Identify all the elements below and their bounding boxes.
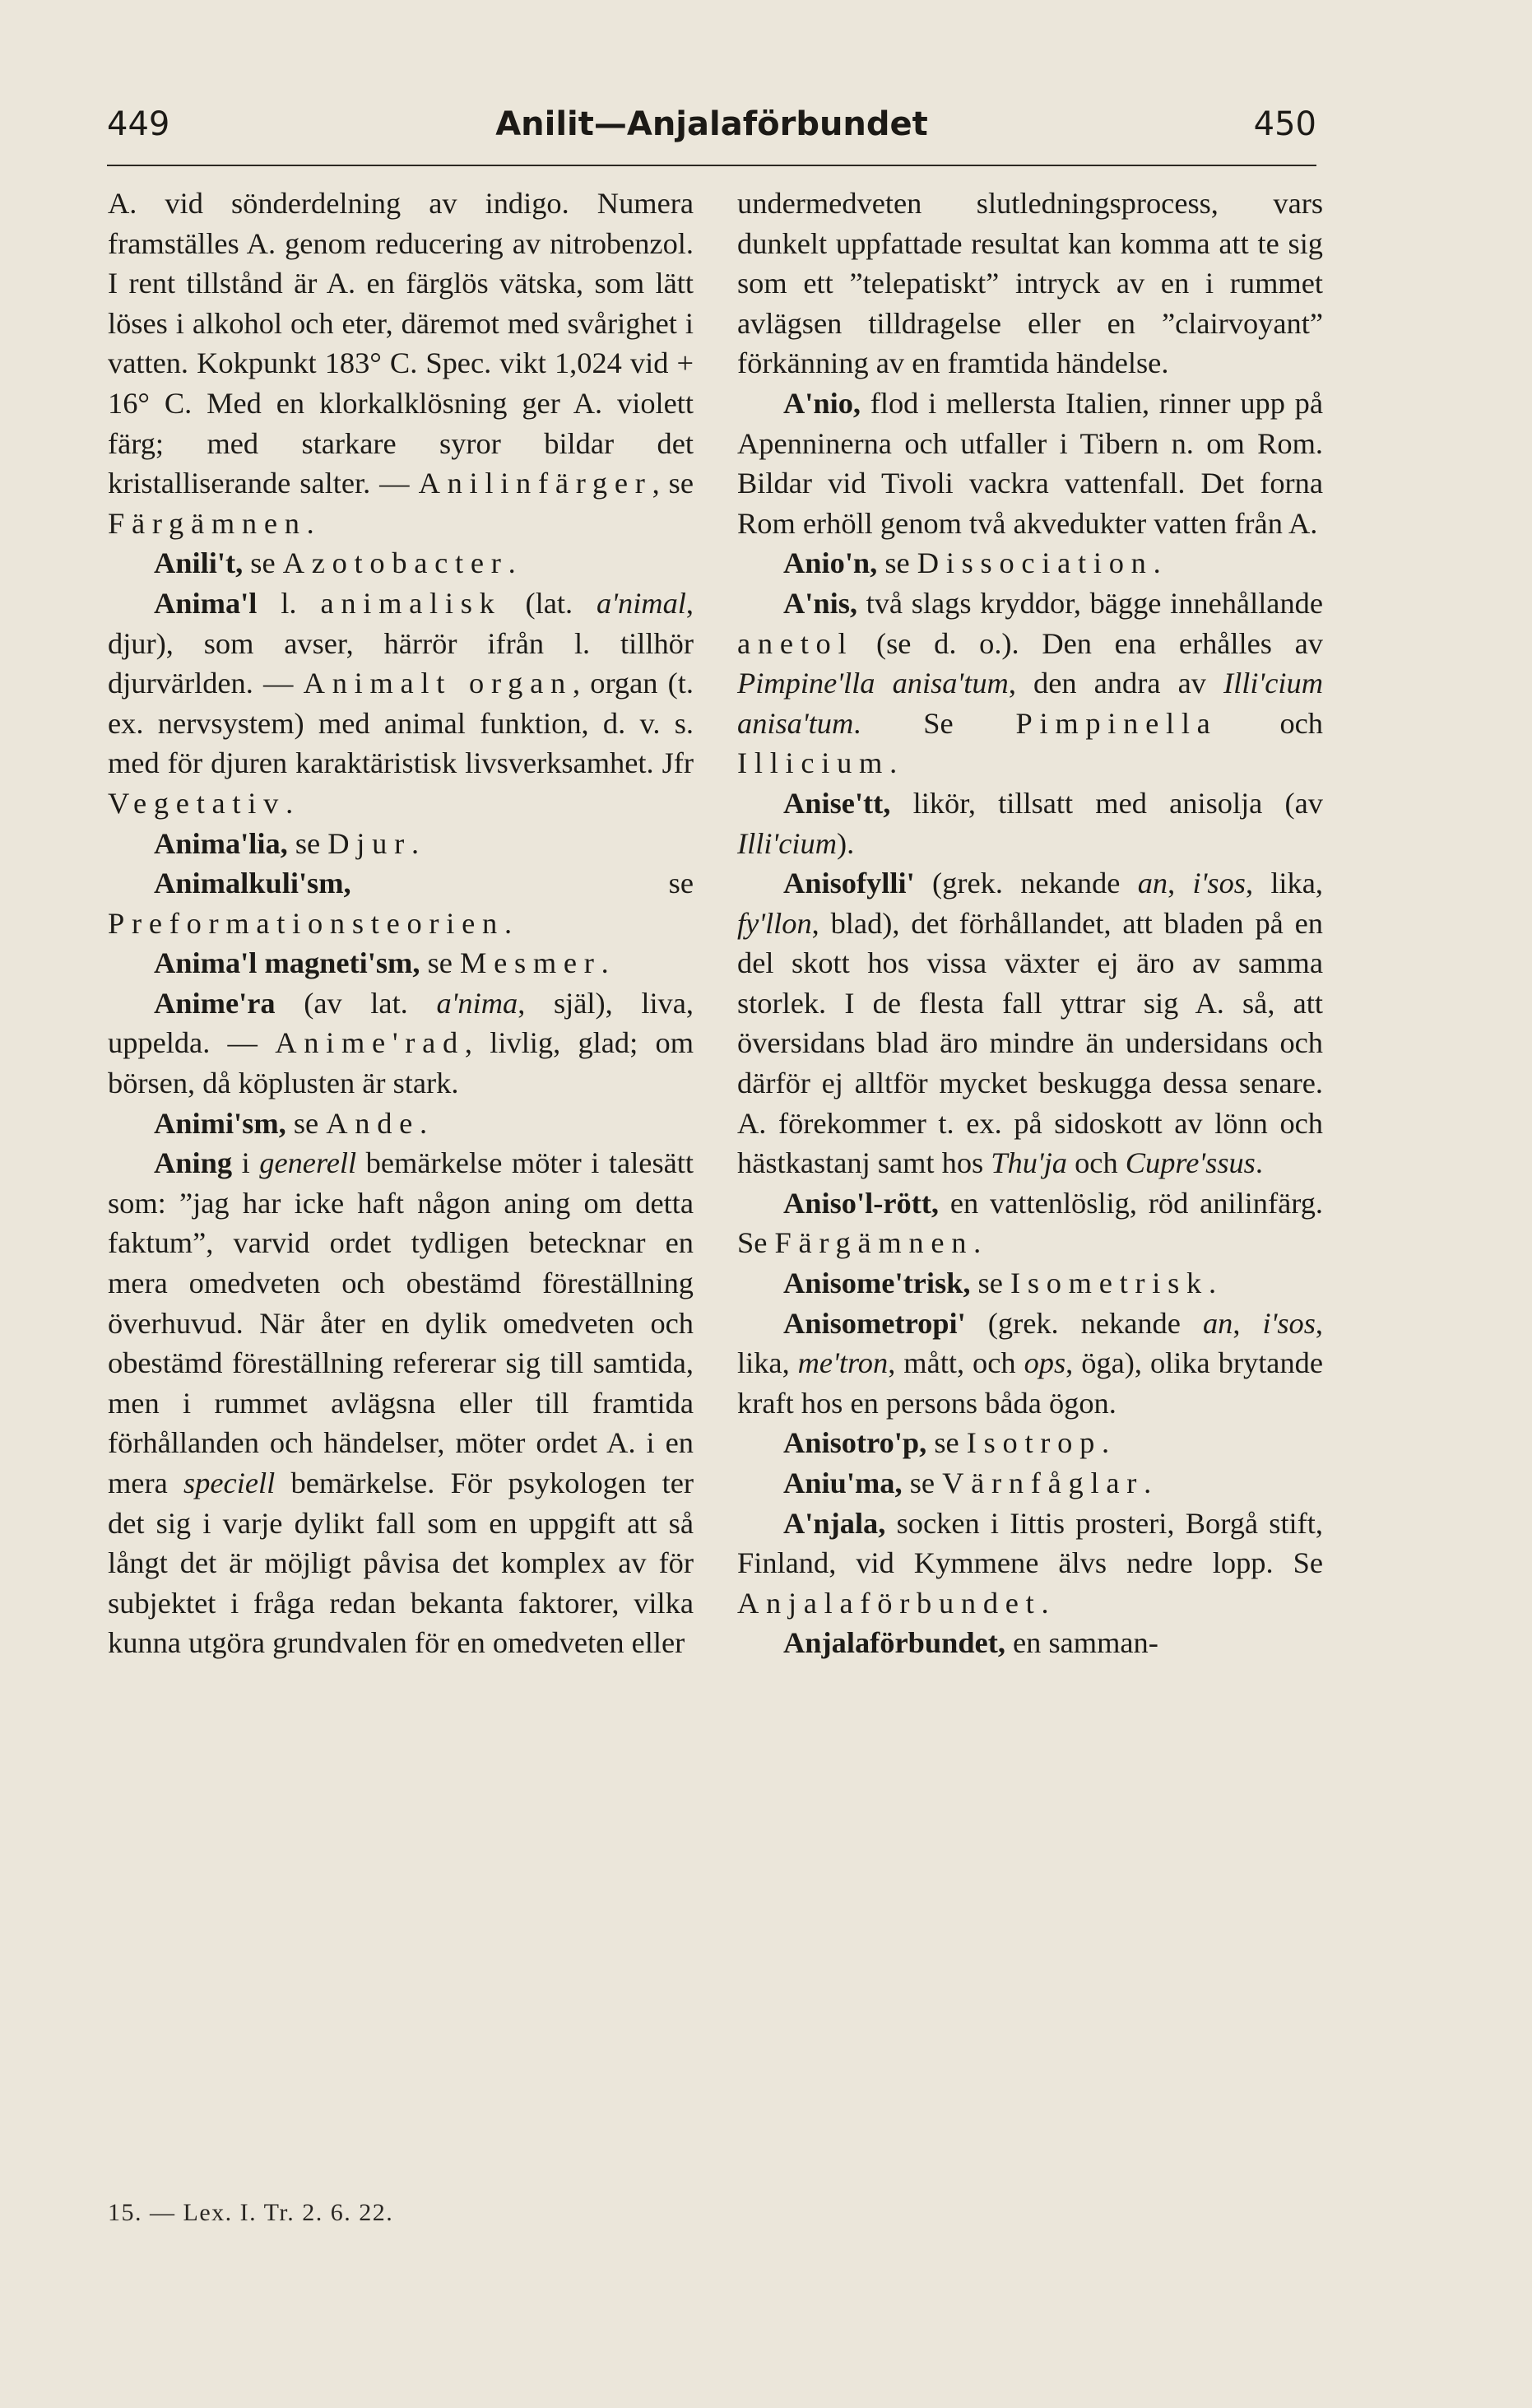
entry-text: en samman- (1005, 1626, 1158, 1660)
cross-reference: Mesmer (459, 946, 601, 980)
cross-reference: Ande (326, 1106, 420, 1140)
page-number-right: 450 (1253, 105, 1316, 143)
entry-text: likör, tillsatt med anisolja (av (890, 786, 1323, 820)
entry-text: , blad), det förhållandet, att bladen på en del skott hos vissa växter ej äro av samma storlek. I de flesta fall yttrar sig A. så, att översidans blad äro mindre än undersidans och därför ej alltför mycket beskugga dessa senare. A. förekommer t. ex. på sidoskott av lönn och hästkastanj samt hos (737, 906, 1323, 1180)
headword: Aniu'ma, (783, 1467, 903, 1499)
entry-text: undermedveten slutledningsprocess, vars dunkelt uppfattade resultat kan komma att te sig som ett ”telepatiskt” intryck av en i rummet avlägsen tilldragelse eller en ”clairvoyant” förkänning av en framtida händelse. (737, 187, 1323, 380)
entry-text: . (306, 506, 314, 540)
entry-text: , organ (t. ex. nervsystem) med animal funktion, d. v. s. med för djuren karaktäristisk livsverksamhet. Jfr (108, 667, 694, 780)
cross-reference: Värnfåglar (942, 1467, 1144, 1499)
cross-reference: Vegetativ (108, 786, 286, 820)
dictionary-entry (737, 783, 1323, 863)
dictionary-entry (108, 863, 694, 943)
entry-text: . (286, 786, 294, 820)
italic-term: fy'llon (737, 906, 812, 940)
entry-text: socken i Iittis prosteri, Borgå stift, Finland, vid Kymmene älvs nedre lopp. Se (737, 1506, 1323, 1580)
right-column (737, 184, 1323, 1663)
entry-text: , (1168, 867, 1193, 900)
headword: A'njala, (783, 1506, 886, 1540)
italic-term: Illi'cium anisa'tum (737, 667, 1324, 740)
entry-text: . (889, 746, 898, 780)
italic-term: Pimpine'lla anisa'tum (737, 667, 1009, 700)
entry-text: en vattenlöslig, röd anilinfärg. Se (737, 1186, 1323, 1260)
italic-term: an (1202, 1306, 1233, 1340)
entry-text: (se d. o.). Den ena erhålles av (853, 626, 1323, 660)
page-number-left: 449 (107, 105, 170, 143)
italic-term: generell (259, 1146, 357, 1180)
dictionary-entry (737, 543, 1323, 583)
entry-text: , djur), som avser, härrör ifrån l. tillhör djurvärlden. — (108, 586, 694, 700)
dictionary-entry (108, 543, 694, 583)
entry-text: . (973, 1226, 982, 1260)
entry-text: se (351, 867, 694, 900)
dictionary-entry (737, 1183, 1323, 1263)
cross-reference: Anjalaförbundet (737, 1586, 1042, 1620)
entry-text: (grek. nekande (965, 1306, 1203, 1340)
dictionary-entry (108, 983, 694, 1104)
headword: A'nio, (783, 386, 861, 420)
entry-text: (lat. (501, 586, 597, 620)
entry-text: , livlig, glad; om börsen, då köplusten är stark. (108, 1026, 694, 1100)
cross-reference: Pimpinella (1015, 706, 1218, 740)
headword: Anio'n, (783, 546, 878, 580)
cross-reference: Anime'rad (275, 1026, 465, 1060)
headword: Anili't, (154, 546, 244, 580)
cross-reference: Färgämnen (108, 506, 307, 540)
entry-text: (av lat. (275, 986, 437, 1020)
headword: Anisofylli' (783, 867, 915, 900)
cross-reference: Anilinfärger (418, 467, 652, 500)
entry-text: . (504, 906, 513, 940)
italic-term: i'sos (1192, 867, 1246, 900)
entry-text: l. (257, 586, 321, 620)
entry-text: , mått, och (888, 1346, 1024, 1380)
entry-continuation (108, 184, 694, 543)
printer-signature: 15. — Lex. I. Tr. 2. 6. 22. (108, 2199, 394, 2226)
italic-term: a'nimal (597, 586, 686, 620)
italic-term: a'nima (436, 986, 518, 1020)
cross-reference: Animalt organ (303, 667, 573, 700)
cross-reference: Isotrop (966, 1426, 1103, 1460)
entry-text: i (232, 1146, 260, 1180)
entry-text: och (1217, 706, 1323, 740)
entry-text: se (926, 1426, 967, 1460)
entry-text: , själ), liva, uppelda. — (108, 986, 694, 1060)
headword: Anima'l magneti'sm, (154, 946, 420, 980)
italic-term: Cupre'ssus (1125, 1146, 1256, 1180)
entry-text: . (1144, 1467, 1152, 1499)
italic-term: an (1137, 867, 1168, 900)
entry-text: , lika, (737, 1306, 1323, 1380)
entry-text: , den andra av (1008, 667, 1224, 700)
headword: Anisome'trisk, (783, 1267, 971, 1300)
italic-term: Illi'cium (737, 826, 837, 860)
dictionary-entry (737, 1304, 1323, 1424)
dictionary-entry (108, 583, 694, 824)
italic-term: Thu'ja (991, 1146, 1067, 1180)
cross-reference: Dissociation (917, 546, 1154, 580)
dictionary-entry (737, 1463, 1323, 1504)
italic-term: me'tron (797, 1346, 889, 1380)
entry-text: se (286, 1106, 327, 1140)
headword: Anise'tt, (783, 786, 891, 820)
headword: Animi'sm, (154, 1106, 286, 1140)
dictionary-entry (108, 824, 694, 864)
dictionary-entry (737, 1263, 1323, 1304)
cross-reference: Illicium (737, 746, 890, 780)
italic-term: ops (1024, 1346, 1066, 1380)
cross-reference: anetol (737, 626, 854, 660)
entry-text: se (420, 946, 460, 980)
cross-reference: Isometrisk (1010, 1267, 1209, 1300)
cross-reference: animalisk (320, 586, 502, 620)
entry-text: se (287, 826, 328, 860)
entry-text: . (411, 826, 420, 860)
entry-text: se (902, 1467, 943, 1499)
entry-text: . (1041, 1586, 1049, 1620)
entry-text: . (1208, 1267, 1217, 1300)
entry-text: (grek. nekande (914, 867, 1138, 900)
dictionary-entry (737, 1423, 1323, 1463)
headword: Anima'lia, (154, 826, 288, 860)
headword: Anisometropi' (783, 1306, 966, 1340)
italic-term: speciell (183, 1467, 276, 1499)
entry-text: bemärkelse. För psykologen ter det sig i varje dylikt fall som en uppgift att så långt det är möjligt påvisa det komplex av för subjektet i fråga redan bekanta faktorer, vilka kunna utgöra grundvalen för en omedveten eller (108, 1467, 694, 1660)
cross-reference: Azotobacter (282, 546, 508, 580)
dictionary-entry (737, 384, 1323, 543)
cross-reference: Preformationsteorien (108, 906, 504, 940)
dictionary-entry (108, 1104, 694, 1144)
cross-reference: Djur (327, 826, 411, 860)
entry-text: , (1233, 1306, 1263, 1340)
entry-continuation (737, 184, 1323, 384)
header-rule (107, 165, 1316, 166)
entry-text: . (508, 546, 516, 580)
headword: Animalkuli'sm, (154, 867, 351, 900)
entry-text: bemärkelse möter i talesätt som: ”jag har icke haft någon aning om detta faktum”, varvid ordet tydligen betecknar en mera omedveten och obestämd föreställning överhuvud. När åter en dylik omedveten och obestämd föreställning refererar sig till samtida, men i rummet avlägsna eller till framtida förhållanden och händelser, möter ordet A. i en mera (108, 1146, 694, 1499)
entry-text: , lika, (1245, 867, 1323, 900)
dictionary-entry (737, 583, 1323, 783)
headword: A'nis, (783, 586, 857, 620)
dictionary-entry (737, 1623, 1323, 1663)
entry-text: , se (652, 467, 694, 500)
entry-text: flod i mellersta Italien, rinner upp på Apenninerna och utfaller i Tibern n. om Rom. Bildar vid Tivoli vackra vattenfall. Det forna Rom erhöll genom två akvedukter vatten från A. (737, 386, 1323, 540)
header-title: Anilit—Anjalaförbundet (495, 105, 928, 143)
entry-text: A. vid sönderdelning av indigo. Numera framställes A. genom reducering av nitrobenzol. I rent tillstånd är A. en färglös vätska, som lätt löses i alkohol och eter, däremot med svårighet i vatten. Kokpunkt 183° C. Spec. vikt 1,024 vid + 16° C. Med en klorkalklösning ger A. violett färg; med starkare syror bildar det kristalliserande salter. — (108, 187, 694, 500)
dictionary-entry (737, 1504, 1323, 1624)
entry-text: se (877, 546, 917, 580)
dictionary-entry (108, 943, 694, 983)
italic-term: i'sos (1262, 1306, 1316, 1340)
entry-text: . (1255, 1146, 1263, 1180)
entry-text: . (420, 1106, 428, 1140)
headword: Aniso'l-rött, (783, 1186, 940, 1220)
headword: Anjalaförbundet, (783, 1626, 1005, 1660)
headword: Anisotro'p, (783, 1426, 927, 1460)
entry-text: . Se (853, 706, 1016, 740)
dictionary-entry (108, 1143, 694, 1663)
left-column (108, 184, 694, 1663)
entry-text: två slags kryddor, bägge innehållande (857, 586, 1323, 620)
dictionary-entry (737, 863, 1323, 1183)
entry-text: och (1067, 1146, 1126, 1180)
entry-text: . (601, 946, 609, 980)
cross-reference: Färgämnen (774, 1226, 974, 1260)
running-header (107, 105, 1316, 163)
entry-text: ). (836, 826, 855, 860)
entry-text: se (970, 1267, 1010, 1300)
headword: Anima'l (154, 586, 258, 620)
entry-text: , öga), olika brytande kraft hos en persons båda ögon. (737, 1346, 1324, 1420)
headword: Aning (154, 1146, 233, 1180)
entry-text: . (1153, 546, 1161, 580)
entry-text: . (1102, 1426, 1110, 1460)
entry-text: se (243, 546, 283, 580)
headword: Anime'ra (154, 986, 276, 1020)
